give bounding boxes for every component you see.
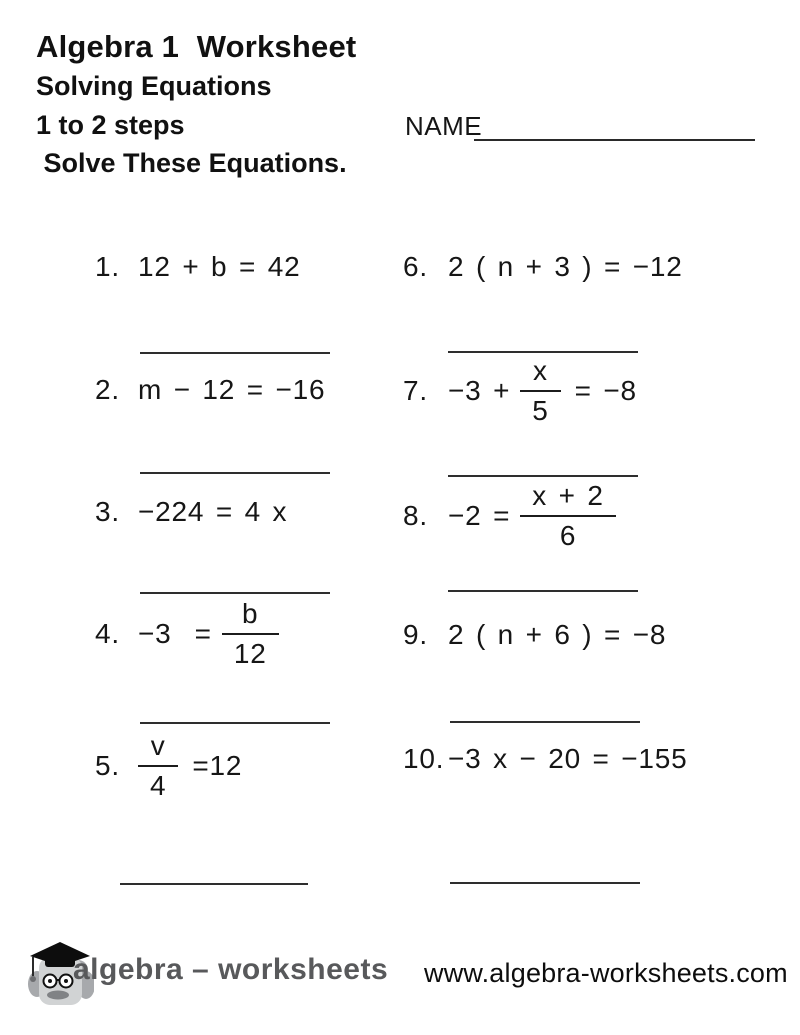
answer-line-8 bbox=[448, 590, 638, 592]
answer-line-1 bbox=[140, 352, 330, 354]
worksheet-instruction: Solve These Equations. bbox=[36, 148, 347, 178]
answer-line-5 bbox=[120, 883, 308, 885]
fraction bbox=[138, 730, 178, 802]
site-url: www.algebra-worksheets.com bbox=[424, 958, 788, 988]
problem-7 bbox=[403, 355, 637, 427]
equation: −3 = bbox=[138, 618, 212, 649]
answer-line-4 bbox=[140, 722, 330, 724]
problem-3 bbox=[95, 496, 287, 528]
problem-5 bbox=[95, 730, 242, 802]
name-blank-line bbox=[474, 139, 755, 141]
problem-number: 10. bbox=[403, 743, 445, 774]
fraction bbox=[520, 480, 615, 552]
worksheet-steps-label: 1 to 2 steps bbox=[36, 110, 185, 140]
problem-number: 1. bbox=[95, 251, 120, 282]
equation: m − 12 = −16 bbox=[138, 374, 326, 405]
answer-line-7 bbox=[448, 475, 638, 477]
name-field bbox=[405, 111, 482, 142]
answer-line-9 bbox=[450, 721, 640, 723]
problem-10 bbox=[403, 743, 688, 775]
problem-number: 4. bbox=[95, 618, 120, 649]
equation: 12 + b = 42 bbox=[138, 251, 301, 282]
problem-2 bbox=[95, 374, 325, 406]
answer-line-10 bbox=[450, 882, 640, 884]
problem-number: 2. bbox=[95, 374, 120, 405]
name-label: NAME bbox=[405, 111, 483, 141]
problem-9 bbox=[403, 619, 666, 651]
fraction-denominator: 4 bbox=[138, 765, 178, 802]
problem-number: 9. bbox=[403, 619, 428, 650]
problem-1 bbox=[95, 251, 300, 283]
worksheet-title: Algebra 1 Worksheet bbox=[36, 29, 357, 64]
problem-number: 5. bbox=[95, 750, 120, 781]
header-title-block bbox=[36, 27, 356, 182]
fraction-denominator: 5 bbox=[520, 390, 560, 427]
fraction-denominator: 6 bbox=[520, 515, 615, 552]
fraction bbox=[520, 355, 560, 427]
fraction-numerator: b bbox=[242, 598, 259, 629]
problem-number: 8. bbox=[403, 500, 428, 531]
problem-8 bbox=[403, 480, 616, 552]
equation: −3 + bbox=[448, 375, 511, 406]
fraction-numerator: x + 2 bbox=[532, 480, 604, 511]
equation: 2 ( n + 3 ) = −12 bbox=[448, 251, 683, 282]
answer-line-2 bbox=[140, 472, 330, 474]
answer-line-3 bbox=[140, 592, 330, 594]
worksheet-subtitle: Solving Equations bbox=[36, 71, 272, 101]
answer-line-6 bbox=[448, 351, 638, 353]
equation: = −8 bbox=[574, 375, 637, 406]
equation: =12 bbox=[192, 750, 243, 781]
equation: −224 = 4 x bbox=[138, 496, 288, 527]
equation: −2 = bbox=[448, 500, 511, 531]
brand-text: algebra – worksheets bbox=[73, 953, 389, 986]
fraction-denominator: 12 bbox=[222, 633, 279, 670]
problem-4 bbox=[95, 598, 279, 670]
fraction bbox=[222, 598, 279, 670]
problem-6 bbox=[403, 251, 683, 283]
equation: 2 ( n + 6 ) = −8 bbox=[448, 619, 667, 650]
problem-number: 6. bbox=[403, 251, 428, 282]
problem-number: 3. bbox=[95, 496, 120, 527]
fraction-numerator: x bbox=[533, 355, 548, 386]
equation: −3 x − 20 = −155 bbox=[448, 743, 688, 774]
fraction-numerator: v bbox=[150, 730, 166, 761]
problem-number: 7. bbox=[403, 375, 428, 406]
